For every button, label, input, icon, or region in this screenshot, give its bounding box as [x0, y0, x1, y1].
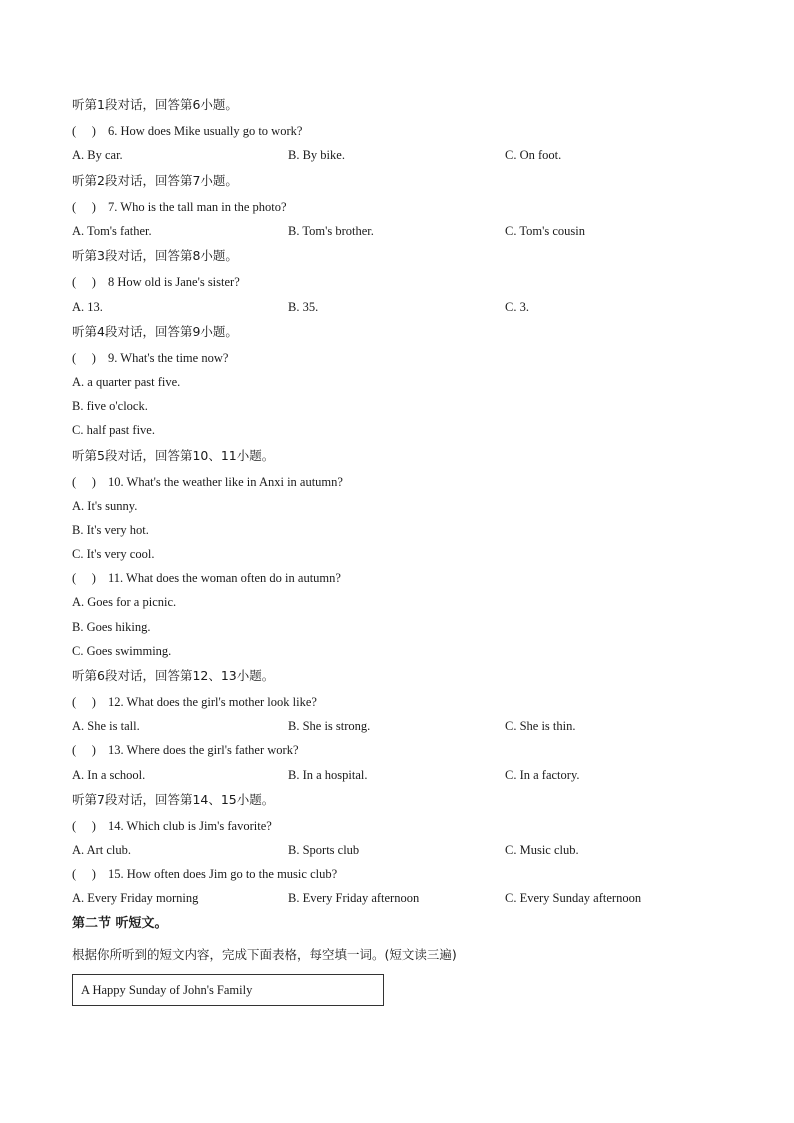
option-b: B. Tom's brother. [288, 224, 374, 238]
question-stem: ( ) 14. Which club is Jim's favorite? [72, 819, 272, 833]
answer-blank: ( ) [72, 695, 96, 709]
option-b: B. five o'clock. [72, 399, 148, 413]
section-heading: 听第1段对话，回答第6小题。 [72, 97, 238, 112]
question-stem: ( ) 15. How often does Jim go to the music club? [72, 867, 338, 881]
question-stem: ( ) 8 How old is Jane's sister? [72, 275, 240, 289]
question-stem: ( ) 13. Where does the girl's father work? [72, 743, 299, 757]
option-b: B. Sports club [288, 843, 360, 857]
section-heading: 听第3段对话，回答第8小题。 [72, 248, 238, 263]
option-c: C. She is thin. [505, 719, 576, 733]
option-c: C. In a factory. [505, 768, 580, 782]
option-c: C. Every Sunday afternoon [505, 891, 642, 905]
answer-blank: ( ) [72, 275, 96, 289]
option-c: C. Music club. [505, 843, 579, 857]
answer-blank: ( ) [72, 571, 96, 585]
option-c: C. On foot. [505, 148, 562, 162]
question-stem: ( ) 7. Who is the tall man in the photo? [72, 200, 287, 214]
option-c: C. 3. [505, 300, 529, 314]
option-b: B. It's very hot. [72, 523, 149, 537]
option-b: B. In a hospital. [288, 768, 368, 782]
option-b: B. By bike. [288, 148, 345, 162]
option-b: B. Goes hiking. [72, 620, 151, 634]
option-c: C. half past five. [72, 423, 155, 437]
question-stem: ( ) 11. What does the woman often do in autumn? [72, 571, 341, 585]
answer-blank: ( ) [72, 819, 96, 833]
option-a: A. Every Friday morning [72, 891, 199, 905]
option-c: C. It's very cool. [72, 547, 155, 561]
option-b: B. She is strong. [288, 719, 371, 733]
option-c: C. Tom's cousin [505, 224, 585, 238]
option-a: A. Art club. [72, 843, 132, 857]
option-a: A. a quarter past five. [72, 375, 181, 389]
answer-blank: ( ) [72, 124, 96, 138]
option-a: A. It's sunny. [72, 499, 138, 513]
answer-blank: ( ) [72, 867, 96, 881]
section-heading: 听第7段对话，回答第14、15小题。 [72, 792, 275, 807]
option-c: C. Goes swimming. [72, 644, 172, 658]
part-title: 第二节 听短文。 [72, 916, 168, 931]
option-a: A. By car. [72, 148, 123, 162]
section-heading: 听第6段对话，回答第12、13小题。 [72, 668, 275, 683]
answer-blank: ( ) [72, 351, 96, 365]
section-heading: 听第2段对话，回答第7小题。 [72, 173, 238, 188]
section-heading: 听第5段对话，回答第10、11小题。 [72, 448, 275, 463]
answer-blank: ( ) [72, 475, 96, 489]
question-stem: ( ) 10. What's the weather like in Anxi in autumn? [72, 475, 343, 489]
section-heading: 听第4段对话，回答第9小题。 [72, 324, 238, 339]
question-stem: ( ) 6. How does Mike usually go to work? [72, 124, 303, 138]
option-b: B. 35. [288, 300, 319, 314]
option-a: A. Goes for a picnic. [72, 595, 177, 609]
option-a: A. In a school. [72, 768, 146, 782]
question-stem: ( ) 12. What does the girl's mother look like? [72, 695, 317, 709]
part-instruction: 根据你所听到的短文内容，完成下面表格，每空填一词。(短文读三遍) [72, 947, 457, 962]
answer-blank: ( ) [72, 200, 96, 214]
question-stem: ( ) 9. What's the time now? [72, 351, 229, 365]
option-a: A. She is tall. [72, 719, 140, 733]
answer-blank: ( ) [72, 743, 96, 757]
table-title-cell: A Happy Sunday of John's Family [72, 974, 384, 1006]
option-b: B. Every Friday afternoon [288, 891, 420, 905]
option-a: A. 13. [72, 300, 103, 314]
option-a: A. Tom's father. [72, 224, 152, 238]
